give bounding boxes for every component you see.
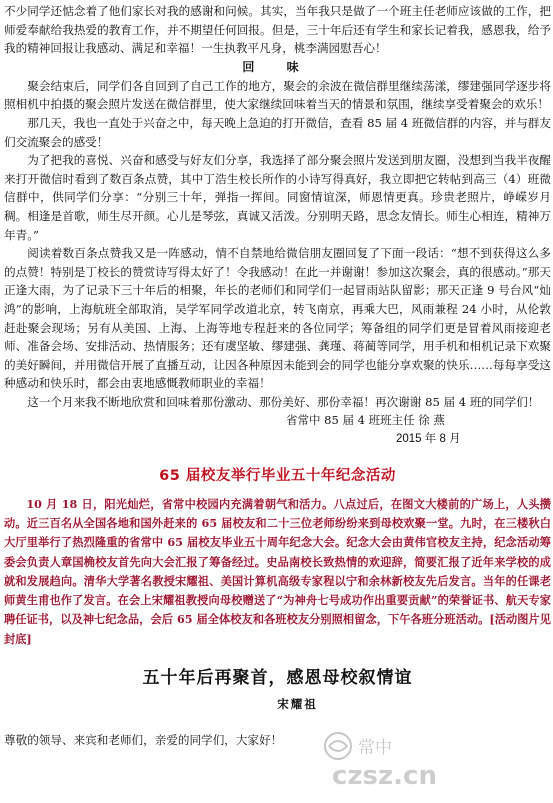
paragraph-sharing-poem: 为了把我的喜悦、兴奋和感受与好友们分享，我选择了部分聚会照片发送到朋友圈，没想到当我半夜醒来打开微信时看到了数百条点赞，其中丁浩生校长所作的小诗写得真好，我立即把它转帖到高三（4）班微信群中，供同学们分享：“分别三十年，弹指一挥间。同窗情谊深，师恩情更真。珍贵老照片，峥嵘岁月稠。相逢是首歌，师生尽开颜。心儿是琴弦，真诚又活泼。分别明天路，思念友情长。师生心相连，精神万年青。” [4, 153, 551, 242]
speech-author: 宋耀祖 [277, 697, 318, 712]
paragraph-closing-thanks: 这一个月来我不断地欣赏和回味着那份激动、那份美好、那份幸福！再次谢谢 85 届 4 班的同学们！ [27, 394, 540, 409]
paragraph-after-reunion: 聚会结束后，同学们各自回到了自己工作的地方，聚会的余波在微信群里继续荡漾，缪建强同学逐步将照相机中拍摄的聚会照片发送在微信群里，使大家继续回味着当天的情景和氛围，继续享受着聚会的欢乐！ [4, 78, 551, 112]
watermark-url-text: czsz.cn [332, 761, 437, 790]
watermark-cn-text: 常中 [358, 738, 392, 758]
paragraph-gratitude: 不少同学还惦念着了他们家长对我的感谢和问候。其实，当年我只是做了一个班主任老师应该做的工作，把师爱奉献给我热爱的教育工作，并不期望任何回报。但是，三十年后还有学生和家长记着我，感恩我，给予我的精神回报让我感动、满足和幸福！一生执教平凡身，桃李满园慰吾心！ [4, 4, 551, 56]
paragraph-excitement: 那几天，我也一直处于兴奋之中，每天晚上急迫的打开微信，查看 85 届 4 班微信群的内容，并与群友们交流聚会的感受！ [4, 115, 551, 149]
news-body: 10 月 18 日，阳光灿烂，省常中校园内充满着朝气和活力。八点过后，在图文大楼前的广场上，人头攒动。近三百名从全国各地和国外赶来的 65 届校友和二十三位老师纷纷来到母校欢聚一堂。九时，在三楼秋白大厅里举行了热烈隆重的省常中 65 届校友毕业五十周年纪念大会。纪念大会由黄伟官校友主持，纪念活动筹委会负责人章国桷校友首先向大会汇报了筹备经过。史品南校长致热情的欢迎辞，简要汇报了近年来学校的成就和发展趋向。清华大学著名教授宋耀祖、美国计算机高级专家程以宁和余林新校友先后发言。当年的任课老师黄生甫也作了发言。在会上宋耀祖教授向母校赠送了“为神舟七号成功作出重要贡献”的荣誉证书、航天专家聘任证书，以及神七纪念品，会后 65 届全体校友和各班校友分别照相留念，下午各班分班活动。[活动图片见封底] [4, 496, 551, 646]
signature-date: 2015 年 8 月 [396, 433, 461, 446]
speech-title: 五十年后再聚首，感恩母校叙情谊 [142, 668, 413, 689]
author-signature: 省常中 85 届 4 班班主任 徐 燕 [286, 413, 445, 428]
paragraph-moments-reply: 阅读着数百条点赞我又是一阵感动，情不自禁地给微信朋友圈回复了下面一段话：“想不到获得这么多的点赞！特别是丁校长的赞赏诗写得太好了！令我感动！在此一并谢谢！参加这次聚会，真的很感动。”那天正逢大雨，为了记录下三十年后的相聚，年长的老师们和同学们一起冒雨站队留影；那天正逢 9 号台风“灿鸿”的影响，上海航班全部取消，吴学军同学改道北京，转飞南京，再乘大巴，风雨兼程 24 小时，从伦敦赶赴聚会现场；另有从美国、上海、上海等地专程赶来的各位同学；筹备组的同学们更是冒着风雨接迎老师、准备会场、安排活动、热情服务；还有虞坚敏、缪建强、龚瑾、蒋蔺等同学，用手机和相机记录下欢聚的美好瞬间，并用微信开展了直播互动，让因各种原因未能到会的同学也能分享欢聚的快乐……每每享受这种感动和快乐时，都会由衷地感慨教师职业的幸福！ [4, 246, 551, 391]
section-heading-recollection: 回 味 [242, 59, 313, 74]
news-title: 65 届校友举行毕业五十年纪念活动 [159, 467, 396, 484]
document-page [4, 2, 551, 750]
site-watermark-logo [318, 726, 468, 790]
speech-greeting: 尊敬的领导、来宾和老师们，亲爱的同学们，大家好！ [4, 733, 283, 748]
